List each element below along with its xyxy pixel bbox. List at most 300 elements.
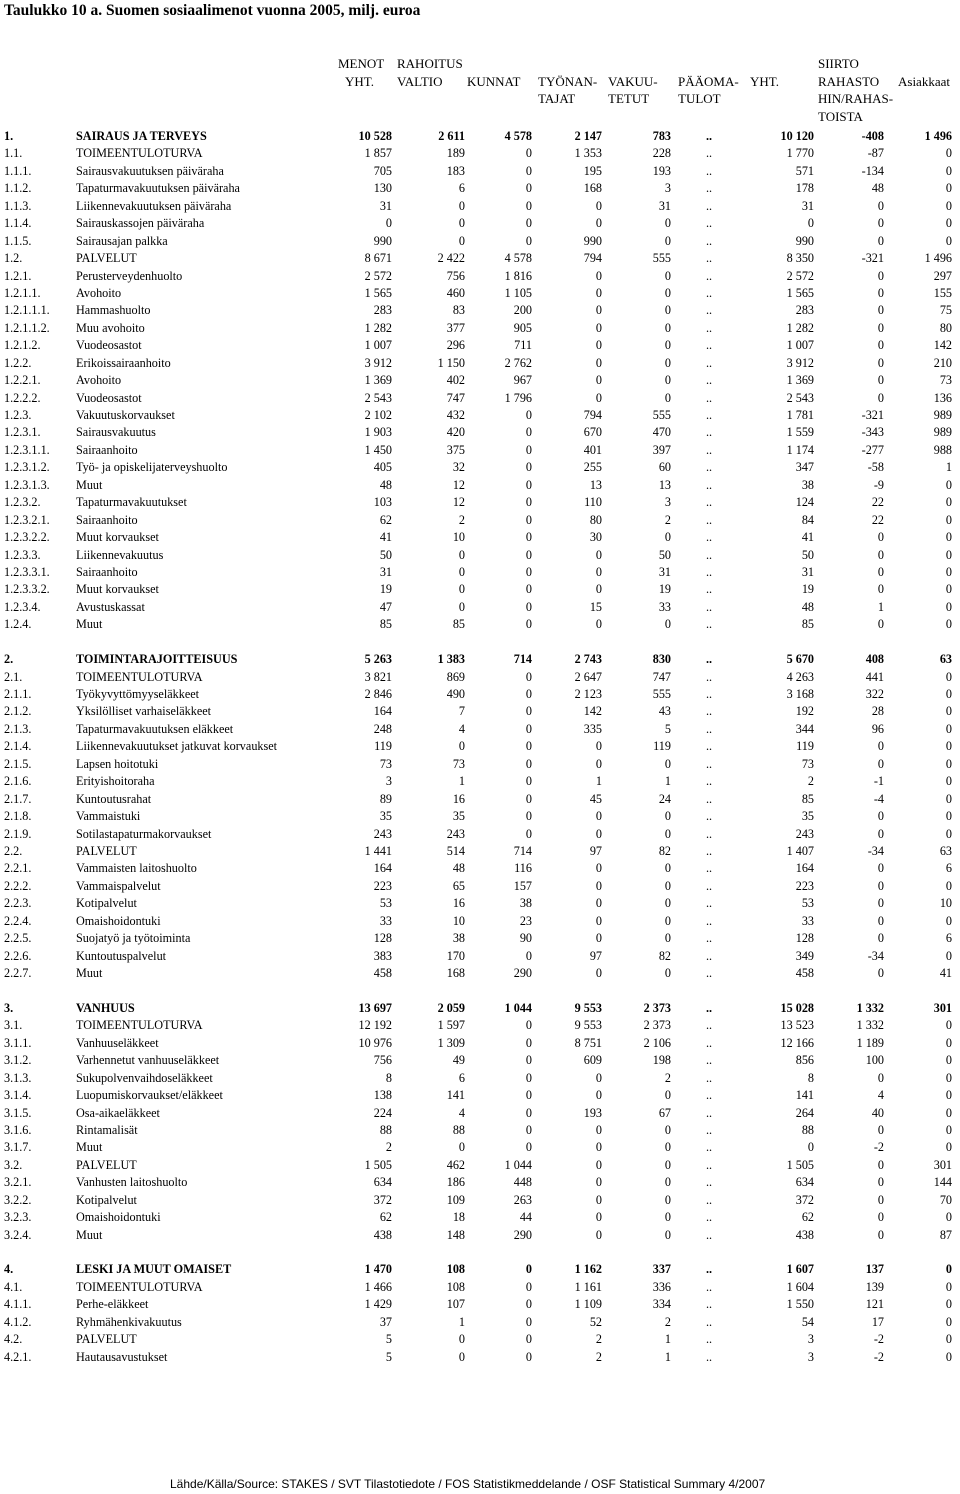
table-row	[0, 268, 960, 285]
row-value: 10	[452, 913, 465, 928]
row-value: 15	[589, 599, 602, 614]
row-value: 33	[801, 913, 814, 928]
row-value: 2 543	[364, 390, 392, 405]
row-value: 0	[525, 477, 532, 492]
row-value: 0	[877, 582, 884, 597]
row-value: 0	[807, 216, 814, 231]
row-value: 200	[513, 303, 532, 318]
row-value: 4	[877, 1088, 884, 1103]
row-value: ..	[706, 582, 713, 597]
table-row	[0, 337, 960, 354]
row-value: 47	[379, 599, 392, 614]
row-value: ..	[706, 1018, 713, 1033]
row-value: 1 369	[364, 373, 392, 388]
row-label: Perhe-eläkkeet	[76, 1297, 149, 1312]
row-label: Liikennevakuutukset jatkuvat korvaukset	[76, 739, 278, 754]
row-value: 0	[877, 1070, 884, 1085]
row-value: 0	[525, 1262, 532, 1277]
row-code: 1.2.4.	[4, 617, 32, 632]
row-value: 2 102	[364, 408, 392, 422]
row-value: ..	[706, 320, 713, 335]
row-value: 0	[525, 687, 532, 701]
row-value: 223	[373, 878, 392, 893]
row-value: ..	[706, 1210, 713, 1225]
row-value: 458	[795, 966, 814, 980]
row-value: 38	[452, 931, 465, 946]
table-row	[0, 808, 960, 825]
table-row	[0, 773, 960, 790]
row-value: 0	[458, 216, 465, 231]
row-value: 5	[385, 1332, 392, 1347]
row-value: 119	[374, 739, 392, 754]
row-code: 2.1.6.	[4, 774, 32, 789]
row-code: 1.2.1.1.2.	[4, 320, 50, 335]
table-row	[0, 651, 960, 668]
row-value: 10 976	[358, 1035, 392, 1050]
row-code: 1.2.2.	[4, 355, 32, 370]
row-value: 84	[801, 512, 814, 527]
table-row	[0, 215, 960, 232]
row-value: 19	[658, 582, 671, 597]
table-row	[0, 878, 960, 895]
row-value: 41	[939, 966, 952, 980]
row-value: 0	[945, 721, 952, 736]
row-value: 210	[933, 355, 952, 370]
row-value: 747	[446, 390, 465, 405]
row-value: 0	[595, 1192, 602, 1207]
row-code: 1.	[4, 129, 14, 143]
row-value: 0	[877, 1210, 884, 1225]
row-value: 609	[583, 1053, 602, 1068]
row-value: 73	[801, 756, 814, 771]
row-value: 0	[525, 442, 532, 457]
row-value: 164	[373, 704, 392, 719]
row-value: 0	[595, 547, 602, 562]
row-code: 2.1.4.	[4, 739, 32, 754]
row-value: 2 147	[574, 129, 602, 143]
row-value: 0	[595, 1070, 602, 1085]
row-label: Yksilölliset varhaiseläkkeet	[76, 704, 212, 719]
row-value: 16	[452, 896, 465, 911]
row-value: 6	[458, 181, 465, 196]
row-value: 85	[452, 617, 465, 632]
row-value: 18	[452, 1210, 465, 1225]
row-code: 3.2.3.	[4, 1210, 32, 1225]
row-code: 1.2.2.1.	[4, 373, 41, 388]
table-row	[0, 895, 960, 912]
row-value: 0	[877, 373, 884, 388]
row-value: 0	[877, 355, 884, 370]
table-row	[0, 703, 960, 720]
row-value: 555	[652, 687, 671, 701]
row-value: 70	[939, 1192, 952, 1207]
row-value: 0	[945, 1314, 952, 1329]
row-value: 103	[373, 495, 392, 510]
row-value: 108	[446, 1262, 465, 1277]
row-label: Vakuutuskorvaukset	[76, 408, 175, 422]
row-label: Sairaanhoito	[76, 442, 138, 457]
row-value: ..	[706, 303, 713, 318]
row-value: 372	[795, 1192, 814, 1207]
row-value: 255	[583, 460, 602, 475]
table-row	[0, 1087, 960, 1104]
row-value: 170	[446, 948, 465, 963]
row-value: 33	[658, 599, 671, 614]
row-value: -87	[867, 146, 884, 161]
row-value: 714	[513, 843, 532, 858]
row-value: 0	[945, 547, 952, 562]
row-label: Tapaturmavakuutuksen eläkkeet	[76, 721, 234, 736]
row-code: 1.2.3.2.1.	[4, 512, 50, 527]
row-code: 2.1.9.	[4, 826, 32, 841]
row-value: 0	[595, 285, 602, 300]
row-value: 0	[945, 809, 952, 824]
row-value: 0	[945, 1053, 952, 1068]
row-label: Sukupolvenvaihdoseläkkeet	[76, 1070, 213, 1085]
row-value: 301	[933, 1157, 952, 1172]
row-code: 4.	[4, 1262, 14, 1277]
row-value: 0	[877, 896, 884, 911]
row-value: 97	[589, 843, 602, 858]
row-value: 0	[945, 1297, 952, 1312]
row-code: 2.2.5.	[4, 931, 32, 946]
row-value: 438	[795, 1227, 814, 1242]
row-value: 31	[801, 564, 814, 579]
table-row	[0, 686, 960, 703]
row-value: 50	[379, 547, 392, 562]
row-value: 6	[945, 861, 952, 876]
row-value: 1	[458, 774, 465, 789]
row-value: 1 816	[504, 268, 532, 283]
row-value: 13	[589, 477, 602, 492]
row-label: Avohoito	[76, 285, 122, 300]
row-value: 1	[664, 1332, 671, 1347]
row-value: 141	[795, 1088, 814, 1103]
row-value: ..	[706, 268, 713, 283]
row-code: 1.1.3.	[4, 198, 32, 213]
row-value: 5	[664, 721, 671, 736]
row-label: Sairausvakuutuksen päiväraha	[76, 163, 224, 178]
row-value: 10	[452, 530, 465, 545]
row-value: ..	[706, 285, 713, 300]
row-code: 3.1.1.	[4, 1035, 32, 1050]
row-value: ..	[706, 843, 713, 858]
row-value: 53	[801, 896, 814, 911]
row-value: ..	[706, 460, 713, 475]
row-value: 80	[589, 512, 602, 527]
row-value: 83	[452, 303, 465, 318]
row-value: 0	[525, 163, 532, 178]
row-value: 1 332	[856, 1018, 884, 1033]
row-value: 0	[945, 564, 952, 579]
table-row	[0, 1122, 960, 1139]
row-code: 1.2.2.2.	[4, 390, 41, 405]
blank-row	[0, 1244, 960, 1261]
row-value: 0	[525, 547, 532, 562]
row-value: 0	[525, 1332, 532, 1347]
row-value: 41	[801, 530, 814, 545]
row-value: 6	[945, 931, 952, 946]
row-value: 2 422	[437, 251, 465, 266]
row-value: ..	[706, 1297, 713, 1312]
row-value: ..	[706, 669, 713, 684]
row-value: 13 523	[780, 1018, 814, 1033]
row-label: PALVELUT	[76, 1157, 137, 1172]
row-value: 138	[373, 1088, 392, 1103]
row-value: 31	[658, 198, 671, 213]
blank-row	[0, 634, 960, 651]
row-value: 0	[595, 1088, 602, 1103]
row-value: 1 496	[924, 129, 952, 143]
header-yht: YHT.	[750, 73, 780, 89]
row-value: ..	[706, 791, 713, 806]
row-value: 54	[801, 1314, 814, 1329]
row-value: 48	[871, 181, 884, 196]
row-value: 856	[795, 1053, 814, 1068]
row-label: TOIMEENTULOTURVA	[76, 146, 203, 161]
row-value: 0	[807, 1140, 814, 1155]
row-value: 0	[595, 966, 602, 980]
row-value: 19	[379, 582, 392, 597]
row-value: ..	[706, 878, 713, 893]
row-value: ..	[706, 425, 713, 440]
row-value: ..	[706, 774, 713, 789]
row-value: 1	[595, 774, 602, 789]
row-code: 2.1.2.	[4, 704, 32, 719]
table-row	[0, 1000, 960, 1017]
row-value: ..	[706, 1192, 713, 1207]
row-code: 1.2.1.2.	[4, 338, 41, 353]
row-value: 2 762	[504, 355, 532, 370]
row-value: 10	[939, 896, 952, 911]
table-row	[0, 355, 960, 372]
row-value: 714	[513, 652, 532, 667]
row-value: 905	[513, 320, 532, 335]
row-value: ..	[706, 966, 713, 980]
row-value: 52	[589, 1314, 602, 1329]
row-value: 448	[513, 1175, 532, 1190]
row-value: 0	[877, 1157, 884, 1172]
header-siirto: SIIRTO RAHASTO HIN/RAHAS- TOISTA	[818, 56, 894, 124]
row-value: -277	[861, 442, 884, 457]
row-value: 1 597	[437, 1018, 465, 1033]
row-value: 0	[945, 181, 952, 196]
table-row	[0, 1139, 960, 1156]
row-value: 8	[807, 1070, 814, 1085]
row-value: ..	[706, 442, 713, 457]
row-value: ..	[706, 652, 713, 667]
row-value: 0	[664, 1192, 671, 1207]
row-label: Erikoissairaanhoito	[76, 355, 171, 370]
row-value: 0	[664, 756, 671, 771]
row-label: TOIMEENTULOTURVA	[76, 1279, 203, 1294]
row-value: 1 559	[786, 425, 814, 440]
row-code: 2.1.3.	[4, 721, 32, 736]
header-paaomatulot: PÄÄOMA- TULOT	[678, 73, 739, 106]
row-value: 0	[877, 233, 884, 248]
row-value: 555	[652, 251, 671, 266]
row-value: 139	[865, 1279, 884, 1294]
row-value: ..	[706, 477, 713, 492]
row-value: 0	[595, 1140, 602, 1155]
row-label: Liikennevakuutuksen päiväraha	[76, 198, 232, 213]
table-row	[0, 930, 960, 947]
row-label: Perusterveydenhuolto	[76, 268, 183, 283]
row-value: 5	[385, 1349, 392, 1364]
row-value: 136	[933, 390, 952, 405]
row-code: 4.2.	[4, 1332, 23, 1347]
table-row	[0, 948, 960, 965]
row-label: Kotipalvelut	[76, 896, 137, 911]
row-value: 1 105	[504, 285, 532, 300]
row-value: 869	[446, 669, 465, 684]
row-value: 0	[877, 878, 884, 893]
row-value: 0	[945, 1349, 952, 1364]
row-value: 0	[525, 460, 532, 475]
row-value: -2	[873, 1349, 884, 1364]
row-code: 2.1.5.	[4, 756, 32, 771]
row-value: 670	[583, 425, 602, 440]
row-value: ..	[706, 1349, 713, 1364]
row-value: 0	[595, 617, 602, 632]
row-label: Vuodeosastot	[76, 338, 142, 353]
table-row	[0, 1017, 960, 1034]
row-value: 0	[595, 216, 602, 231]
header-rahoitus-valtio: RAHOITUS VALTIO	[397, 56, 463, 89]
row-label: Hautausavustukset	[76, 1349, 168, 1364]
row-value: 2 572	[364, 268, 392, 283]
row-value: 0	[877, 913, 884, 928]
row-value: 401	[583, 442, 602, 457]
row-code: 1.2.3.3.2.	[4, 582, 50, 597]
row-value: 571	[795, 163, 814, 178]
row-value: 0	[595, 390, 602, 405]
row-value: 1 505	[364, 1157, 392, 1172]
row-value: 1 429	[364, 1297, 392, 1312]
row-value: 402	[446, 373, 465, 388]
row-value: 1 857	[364, 146, 392, 161]
row-value: 63	[939, 652, 952, 667]
row-value: 224	[373, 1105, 392, 1120]
row-value: 0	[525, 408, 532, 422]
row-code: 1.2.3.1.	[4, 425, 41, 440]
row-value: 8 350	[786, 251, 814, 266]
row-value: 0	[664, 1157, 671, 1172]
row-value: 0	[595, 861, 602, 876]
row-value: ..	[706, 146, 713, 161]
row-value: 0	[945, 1210, 952, 1225]
row-value: ..	[706, 896, 713, 911]
row-value: 49	[452, 1053, 465, 1068]
row-code: 1.2.3.3.	[4, 547, 41, 562]
row-value: ..	[706, 1000, 713, 1015]
row-value: 989	[933, 408, 952, 422]
row-value: 4 578	[504, 129, 532, 143]
row-value: -34	[867, 948, 884, 963]
row-value: -9	[873, 477, 884, 492]
row-value: 223	[795, 878, 814, 893]
row-value: 372	[373, 1192, 392, 1207]
row-value: ..	[706, 495, 713, 510]
table-row	[0, 1349, 960, 1366]
row-label: Muut	[76, 617, 103, 632]
row-label: Hammashuolto	[76, 303, 151, 318]
row-value: 1	[664, 774, 671, 789]
row-value: 0	[664, 1210, 671, 1225]
row-label: PALVELUT	[76, 1332, 137, 1347]
row-value: 2 543	[786, 390, 814, 405]
row-value: 0	[595, 878, 602, 893]
row-value: 0	[945, 582, 952, 597]
row-value: 1 565	[786, 285, 814, 300]
row-value: 0	[664, 1175, 671, 1190]
row-label: Tapaturmavakuutukset	[76, 495, 187, 510]
row-value: 13	[658, 477, 671, 492]
row-value: ..	[706, 390, 713, 405]
row-label: Vammaistuki	[76, 809, 141, 824]
row-value: 0	[945, 1279, 952, 1294]
row-value: 0	[525, 495, 532, 510]
row-value: 1 369	[786, 373, 814, 388]
row-value: 48	[379, 477, 392, 492]
row-value: 0	[525, 948, 532, 963]
table-row	[0, 285, 960, 302]
row-code: 1.2.3.1.1.	[4, 442, 50, 457]
row-value: 3 912	[786, 355, 814, 370]
row-value: 38	[519, 896, 532, 911]
row-value: 1 550	[786, 1297, 814, 1312]
row-value: 0	[664, 320, 671, 335]
row-value: 38	[801, 477, 814, 492]
table-row	[0, 250, 960, 267]
row-value: 1 044	[504, 1000, 532, 1015]
table-row	[0, 459, 960, 476]
row-code: 2.1.8.	[4, 809, 32, 824]
row-value: 48	[452, 861, 465, 876]
row-value: -321	[861, 408, 884, 422]
row-value: 164	[795, 861, 814, 876]
row-value: ..	[706, 617, 713, 632]
row-value: 2 743	[574, 652, 602, 667]
row-value: 22	[871, 512, 884, 527]
row-value: ..	[706, 1088, 713, 1103]
row-value: 2 572	[786, 268, 814, 283]
row-value: 990	[795, 233, 814, 248]
row-value: 116	[514, 861, 532, 876]
row-label: PALVELUT	[76, 843, 137, 858]
row-code: 2.1.	[4, 669, 23, 684]
row-value: 1 150	[437, 355, 465, 370]
row-label: Vanhusten laitoshuolto	[76, 1175, 188, 1190]
table-row	[0, 407, 960, 424]
row-value: 73	[379, 756, 392, 771]
row-value: ..	[706, 408, 713, 422]
row-value: 1 770	[786, 146, 814, 161]
row-value: 0	[525, 669, 532, 684]
row-value: ..	[706, 826, 713, 841]
row-value: 1	[664, 1349, 671, 1364]
row-value: 4	[458, 1105, 465, 1120]
row-value: 1 174	[786, 442, 814, 457]
row-value: 0	[945, 1140, 952, 1155]
row-value: 0	[525, 739, 532, 754]
row-code: 1.2.3.1.3.	[4, 477, 50, 492]
row-value: -1	[873, 774, 884, 789]
row-value: 13 697	[358, 1000, 392, 1015]
row-label: Muu avohoito	[76, 320, 145, 335]
row-value: 144	[933, 1175, 952, 1190]
table-row	[0, 669, 960, 686]
